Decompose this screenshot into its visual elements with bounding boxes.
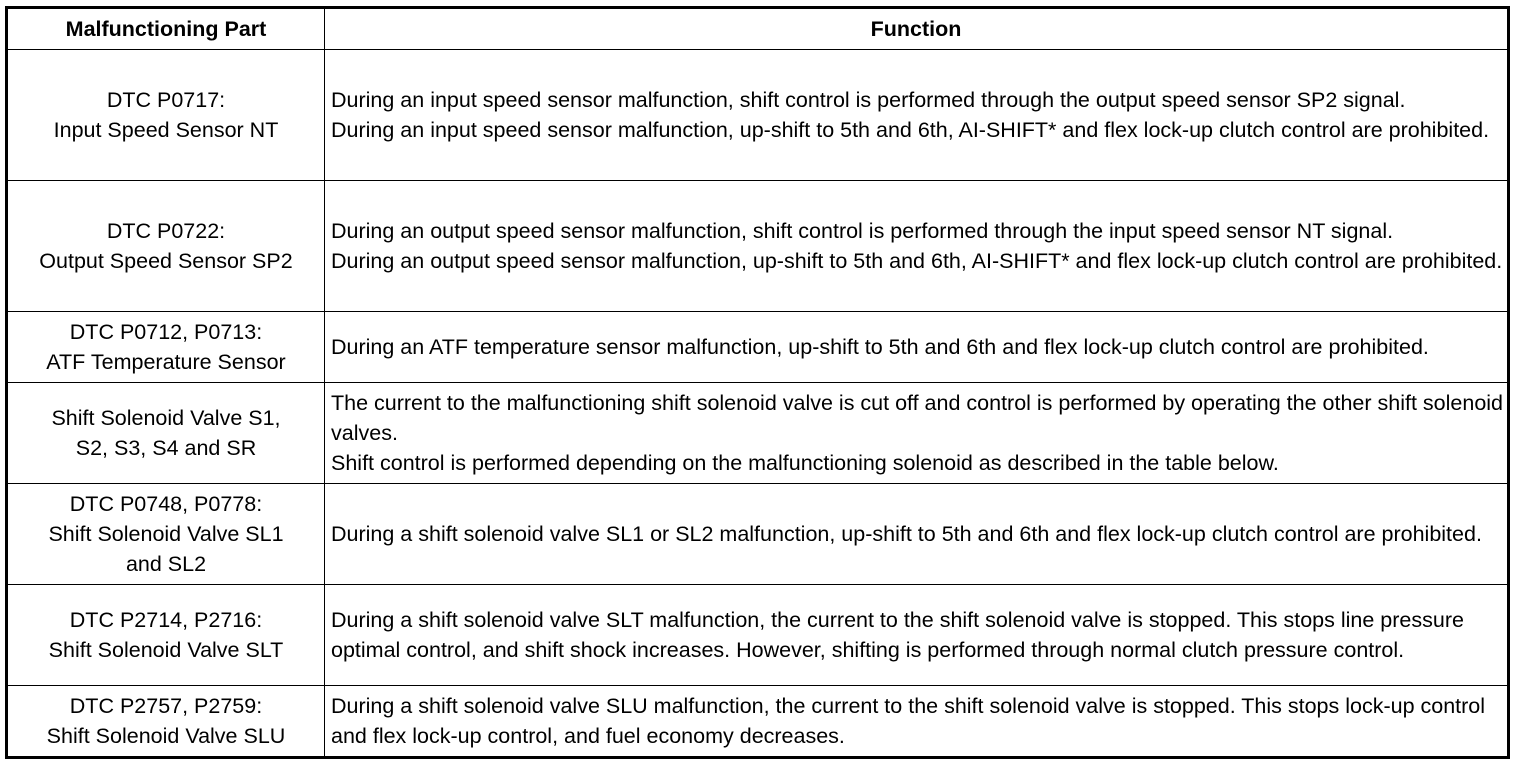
- table-row: [7, 686, 1509, 758]
- table-row: [7, 585, 1509, 686]
- function-paragraph: During an output speed sensor malfunction, shift control is performed through the input speed sensor NT signal.: [331, 219, 1394, 243]
- part-line: DTC P0748, P0778:: [69, 492, 263, 516]
- part-line: Shift Solenoid Valve SLU: [46, 724, 286, 748]
- header-row: [7, 8, 1509, 50]
- function-cell: [325, 50, 1509, 181]
- part-cell: [7, 383, 325, 484]
- part-line: Input Speed Sensor NT: [53, 118, 279, 142]
- function-paragraph: Shift control is performed depending on the malfunctioning solenoid as described in the table below.: [331, 451, 1279, 475]
- part-line: Shift Solenoid Valve S1,: [51, 406, 281, 430]
- function-paragraph: The current to the malfunctioning shift solenoid valve is cut off and control is performed by operating the other shift solenoid valves.: [331, 391, 1504, 445]
- part-line: DTC P0712, P0713:: [69, 320, 263, 344]
- function-paragraph: During an input speed sensor malfunction, shift control is performed through the output speed sensor SP2 signal.: [331, 88, 1406, 112]
- function-cell: [325, 686, 1509, 758]
- table-row: [7, 312, 1509, 383]
- table-body: [7, 50, 1509, 758]
- part-line: DTC P0722:: [106, 219, 226, 243]
- function-paragraph: During a shift solenoid valve SL1 or SL2 malfunction, up-shift to 5th and 6th and flex lock-up clutch control are prohibited.: [331, 522, 1482, 546]
- function-paragraph: During a shift solenoid valve SLT malfunction, the current to the shift solenoid valve is stopped. This stops line pressure optimal control, and shift shock increases. However, shifting is performed through normal clutch pressure control.: [331, 608, 1464, 662]
- function-paragraph: During an ATF temperature sensor malfunction, up-shift to 5th and 6th and flex lock-up clutch control are prohibited.: [331, 335, 1429, 359]
- function-paragraph: During an output speed sensor malfunction, up-shift to 5th and 6th, AI-SHIFT* and flex lock-up clutch control are prohibited.: [331, 249, 1503, 273]
- function-cell: [325, 484, 1509, 585]
- function-cell: [325, 383, 1509, 484]
- part-line: Shift Solenoid Valve SLT: [48, 638, 284, 662]
- part-cell: [7, 50, 325, 181]
- part-line: and SL2: [125, 552, 207, 576]
- fail-safe-table: [5, 6, 1510, 759]
- part-cell: [7, 312, 325, 383]
- part-line: Shift Solenoid Valve SL1: [48, 522, 284, 546]
- part-line: Output Speed Sensor SP2: [39, 249, 293, 273]
- table-row: [7, 484, 1509, 585]
- part-line: S2, S3, S4 and SR: [75, 436, 257, 460]
- function-cell: [325, 312, 1509, 383]
- part-cell: [7, 686, 325, 758]
- part-line: DTC P2757, P2759:: [69, 694, 263, 718]
- part-cell: [7, 585, 325, 686]
- function-cell: [325, 585, 1509, 686]
- part-line: ATF Temperature Sensor: [46, 350, 286, 374]
- function-cell: [325, 181, 1509, 312]
- table-row: [7, 383, 1509, 484]
- part-cell: [7, 484, 325, 585]
- function-paragraph: During an input speed sensor malfunction, up-shift to 5th and 6th, AI-SHIFT* and flex lock-up clutch control are prohibited.: [331, 118, 1490, 142]
- function-paragraph: During a shift solenoid valve SLU malfunction, the current to the shift solenoid valve is stopped. This stops lock-up control and flex lock-up control, and fuel economy decreases.: [331, 694, 1486, 748]
- part-line: DTC P0717:: [106, 88, 226, 112]
- header-malfunctioning-part: Malfunctioning Part: [7, 8, 325, 50]
- part-line: DTC P2714, P2716:: [69, 608, 263, 632]
- part-cell: [7, 181, 325, 312]
- table-header: [7, 8, 1509, 50]
- table-row: [7, 181, 1509, 312]
- header-function: Function: [325, 8, 1509, 50]
- table-row: [7, 50, 1509, 181]
